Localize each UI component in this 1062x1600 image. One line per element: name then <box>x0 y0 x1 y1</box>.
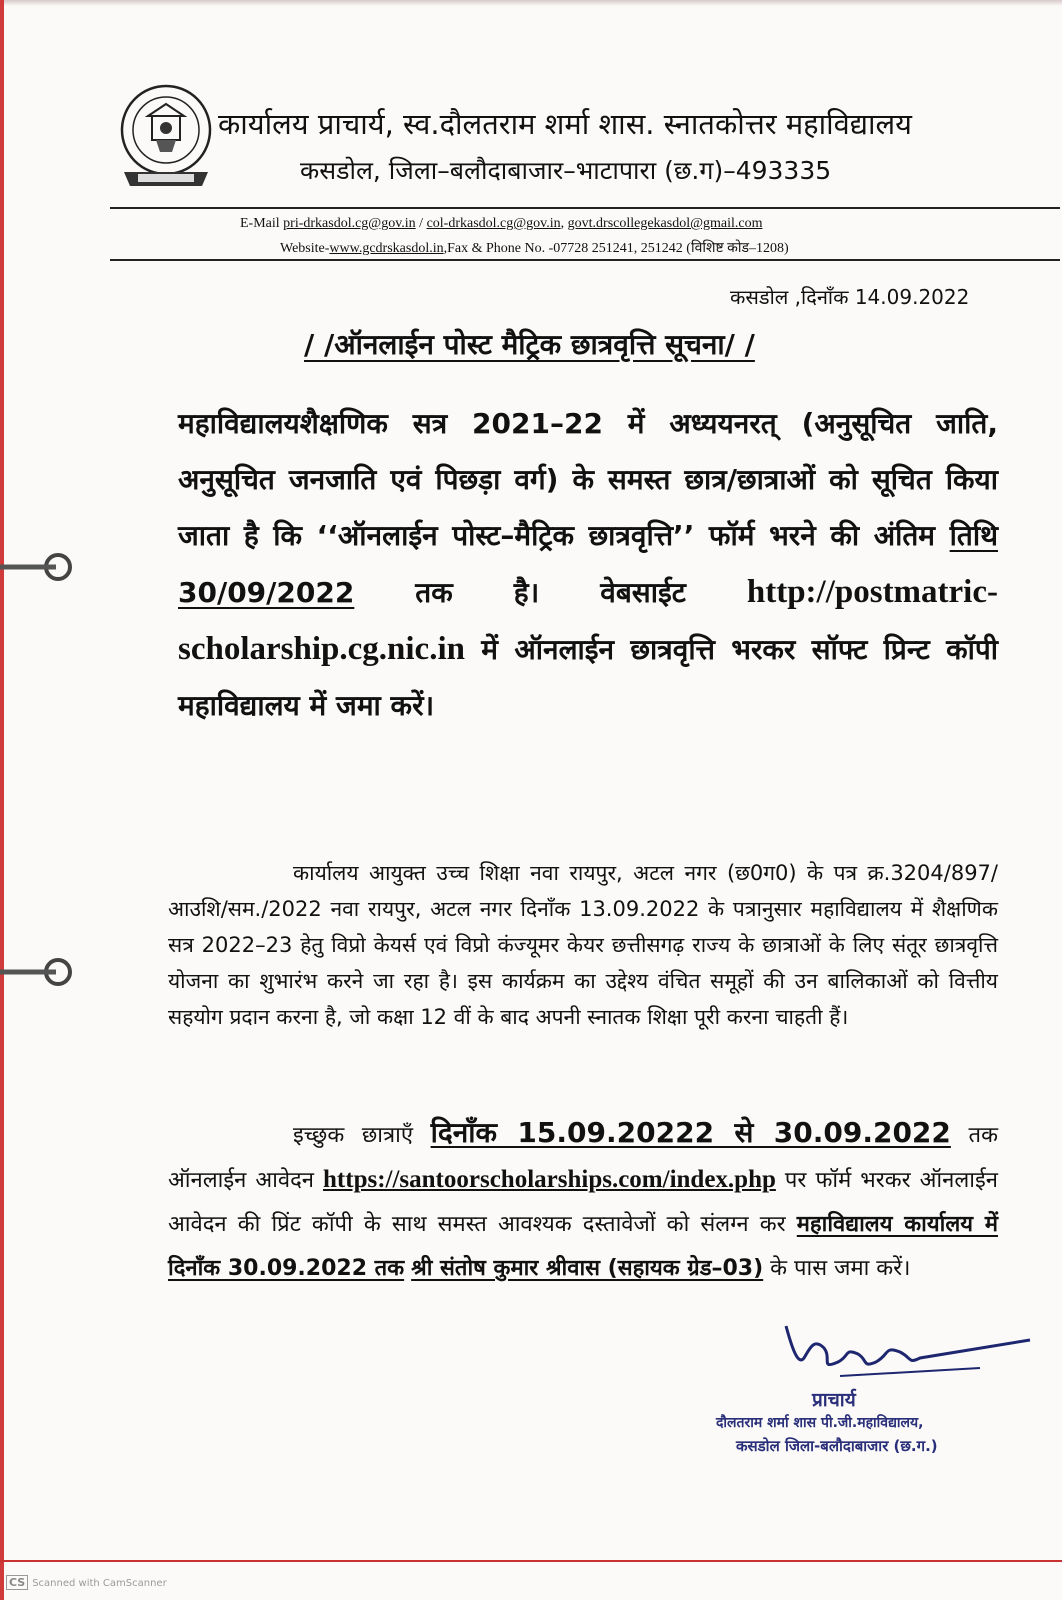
santoor-apply-paragraph <box>168 1111 998 1291</box>
santoor-info-paragraph: कार्यालय आयुक्त उच्च शिक्षा नवा रायपुर, अटल नगर (छ0ग0) के पत्र क्र.3204/897/आउशि/सम./2022 नवा रायपुर, अटल नगर दिनाँक 13.09.2022 के पत्रानुसार महाविद्यालय में शैक्षणिक सत्र 2022–23 हेतु विप्रो केयर्स एवं विप्रो कंज्यूमर केयर छत्तीसगढ़ राज्य के छात्राओं के लिए संतूर छात्रवृत्ति योजना का शुभारंभ करने जा रहा है। इस कार्यक्रम का उद्देश्य वंचित समूहों की उन बालिकाओं को वित्तीय सहयोग प्रदान करना है, जो कक्षा 12 वीं के बाद अपनी स्नातक शिक्षा पूरी करना चाहती हैं। <box>168 861 998 1029</box>
office-line-2: कसडोल, जिला–बलौदाबाजार–भाटापारा (छ.ग)–493335 <box>300 156 832 185</box>
deadline-label: तिथि <box>949 519 998 552</box>
office-line-1: कार्यालय प्राचार्य, स्व.दौलतराम शर्मा शास. स्नातकोत्तर महाविद्यालय <box>218 107 912 141</box>
p1-text-c: में ऑनलाईन छात्रवृत्ति भरकर सॉफ्ट प्रिन्ट कॉपी महाविद्यालय में जमा करें। <box>178 633 998 722</box>
p1-text-b: तक है। वेबसाईट <box>354 576 747 609</box>
principal-signature-icon <box>780 1318 1050 1388</box>
application-date-range: दिनाँक 15.09.20222 से 30.09.2022 <box>430 1116 951 1149</box>
special-code: (विशिष्ट कोड–1208) <box>686 241 789 256</box>
website-label: Website- <box>280 241 330 256</box>
page-top-edge <box>0 0 1062 6</box>
email-link-1[interactable]: pri-drkasdol.cg@gov.in <box>283 216 416 231</box>
page-bottom-edge <box>0 1560 1062 1562</box>
p3-text-a: इच्छुक छात्राएँ <box>293 1123 431 1148</box>
binder-ring-icon <box>0 955 80 989</box>
email-label: E-Mail <box>240 216 280 231</box>
p3-text-c: पर फॉर्म भरकर ऑनलाईन आवेदन की प्रिंट कॉपी के साथ समस्त आवश्यक दस्तावेजों को संलग्न कर <box>168 1168 999 1237</box>
p1-text-a: महाविद्यालयशैक्षणिक सत्र 2021–22 में अध्ययनरत् (अनुसूचित जाति, अनुसूचित जनजाति एवं पिछड़ा वर्ग) के समस्त छात्र/छात्राओं को सूचित किया जाता है कि ‘‘ऑनलाईन पोस्ट–मैट्रिक छात्रवृत्ति’’ फॉर्म भरने की अंतिम <box>178 407 998 552</box>
designation: प्राचार्य <box>812 1389 856 1411</box>
website-link[interactable]: www.gcdrskasdol.in <box>329 241 444 256</box>
postmatric-url-link[interactable]: http://postmatric-scholarship.cg.nic.in <box>178 574 998 667</box>
college-emblem-icon <box>118 82 214 194</box>
email-link-2[interactable]: col-drkasdol.cg@gov.in <box>426 216 561 231</box>
date-line: कसडोल ,दिनाँक 14.09.2022 <box>730 285 970 309</box>
watermark-text: Scanned with CamScanner <box>32 1578 167 1589</box>
p3-text-e: के पास जमा करें। <box>763 1256 911 1281</box>
header-rule-bottom <box>110 259 1060 261</box>
office-deadline: महाविद्यालय कार्यालय में दिनाँक 30.09.2022 तक <box>168 1212 998 1281</box>
email-link-3[interactable]: govt.drscollegekasdol@gmail.com <box>567 216 763 231</box>
p3-text-b: तक ऑनलाईन आवेदन <box>168 1123 998 1193</box>
seal-line-1: दौलतराम शर्मा शास पी.जी.महाविद्यालय, <box>716 1415 924 1431</box>
header-rule-top <box>110 207 1060 209</box>
email-line: E-Mail pri-drkasdol.cg@gov.in / col-drkasdol.cg@gov.in, govt.drscollegekasdol@gmail.com <box>240 216 763 231</box>
postmatric-paragraph <box>178 396 998 734</box>
website-line <box>280 238 1060 257</box>
fax-phone: ,Fax & Phone No. -07728 251241, 251242 <box>443 241 683 256</box>
contact-person: श्री संतोष कुमार श्रीवास (सहायक ग्रेड–03) <box>411 1256 764 1281</box>
deadline-date: 30/09/2022 <box>178 576 355 609</box>
page-left-edge <box>0 0 4 1600</box>
seal-line-2: कसडोल जिला-बलौदाबाजार (छ.ग.) <box>736 1437 938 1455</box>
scanner-watermark <box>6 1575 226 1590</box>
notice-title: / /ऑनलाईन पोस्ट मैट्रिक छात्रवृत्ति सूचना/ / <box>304 328 755 361</box>
camscanner-icon: CS <box>6 1575 28 1590</box>
binder-ring-icon <box>0 550 80 584</box>
santoor-url-link[interactable]: https://santoorscholarships.com/index.php <box>323 1166 776 1193</box>
